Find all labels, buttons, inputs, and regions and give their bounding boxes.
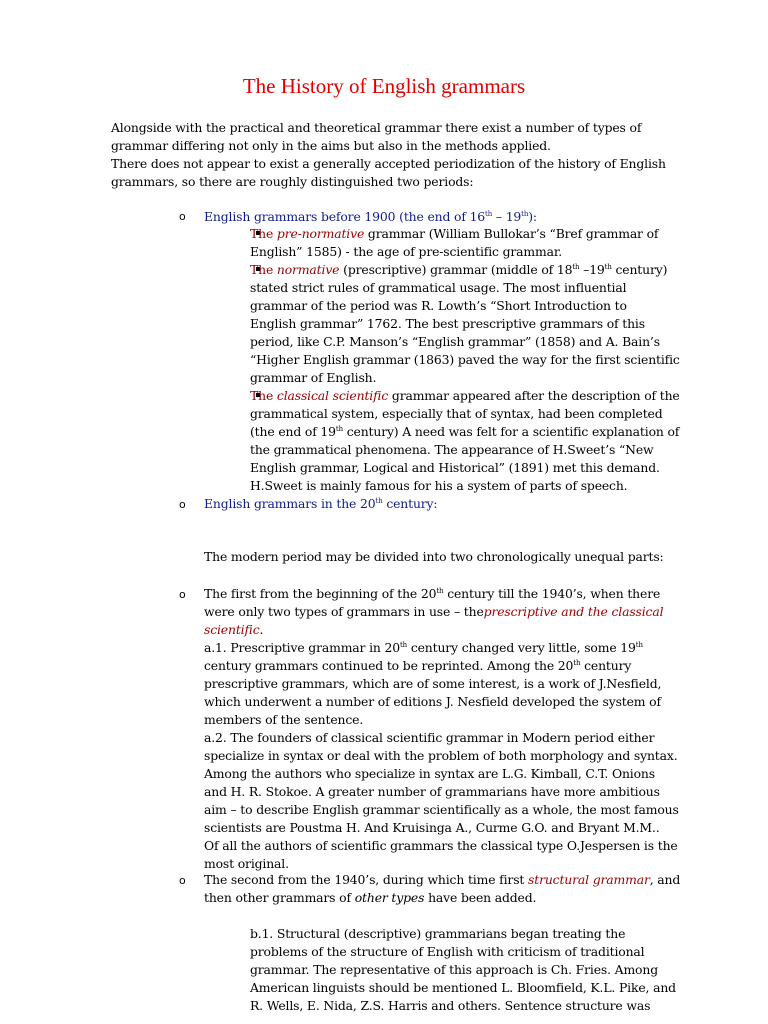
list-item-line: stated strict rules of grammatical usage. The most influential: [250, 280, 627, 295]
list-item-line: English grammar, Logical and Historical” (1891) met this demand.: [250, 460, 660, 475]
list-item-line: The normative (prescriptive) grammar (middle of 18th –19th century): [250, 262, 668, 277]
modern-period-intro: The modern period may be divided into two chronologically unequal parts:: [204, 549, 664, 564]
page-title: The History of English grammars: [242, 74, 526, 98]
b1-line: American linguists should be mentioned L. Bloomfield, K.L. Pike, and: [250, 980, 676, 995]
b1-line: b.1. Structural (descriptive) grammarians began treating the: [250, 926, 626, 941]
list-item-line: English grammar” 1762. The best prescriptive grammars of this: [250, 316, 645, 331]
part1-line: specialize in syntax or deal with the problem of both morphology and syntax.: [204, 748, 678, 763]
part1-line: prescriptive grammars, which are of some interest, is a work of J.Nesfield,: [204, 676, 662, 691]
part1-line: scientific.: [204, 622, 264, 637]
list-item-line: grammar of the period was R. Lowth’s “Short Introduction to: [250, 298, 627, 313]
list-item-line: the grammatical phenomena. The appearance of H.Sweet’s “New: [250, 442, 654, 457]
list-item-line: English” 1585) - the age of pre-scientific grammar.: [250, 244, 563, 259]
part1-line: members of the sentence.: [204, 712, 364, 727]
part1-line: century grammars continued to be reprinted. Among the 20th century: [204, 658, 632, 673]
part1-line: and H. R. Stokoe. A greater number of grammarians have more ambitious: [204, 784, 660, 799]
list-item-line: H.Sweet is mainly famous for his a system of parts of speech.: [250, 478, 628, 493]
part1-line: Of all the authors of scientific grammars the classical type O.Jespersen is the: [204, 838, 678, 853]
list-item-line: The pre-normative grammar (William Bullokar’s “Bref grammar of: [250, 226, 659, 241]
intro-line: There does not appear to exist a generally accepted periodization of the history of English: [111, 156, 666, 171]
list-item-line: grammar of English.: [250, 370, 377, 385]
part1-line: Among the authors who specialize in syntax are L.G. Kimball, C.T. Onions: [204, 766, 655, 781]
period1-heading: English grammars before 1900 (the end of 16th – 19th):: [204, 209, 537, 224]
list-item-line: grammatical system, especially that of syntax, had been completed: [250, 406, 663, 421]
part1-line: The first from the beginning of the 20th century till the 1940’s, when there: [204, 586, 661, 601]
part1-line: aim – to describe English grammar scientifically as a whole, the most famous: [204, 802, 679, 817]
circle-bullet-icon: o: [179, 498, 186, 511]
part1-line: most original.: [204, 856, 289, 871]
part2-line: The second from the 1940’s, during which time first structural grammar, and: [204, 872, 681, 887]
intro-line: grammars, so there are roughly distinguished two periods:: [111, 174, 474, 189]
intro-line: Alongside with the practical and theoretical grammar there exist a number of types of: [111, 120, 642, 135]
list-item-line: “Higher English grammar (1863) paved the way for the first scientific: [250, 352, 680, 367]
part1-line: a.1. Prescriptive grammar in 20th century changed very little, some 19th: [204, 640, 643, 655]
part1-line: scientists are Poustma H. And Kruisinga A., Curme G.O. and Bryant M.M..: [204, 820, 660, 835]
circle-bullet-icon: o: [179, 210, 186, 223]
circle-bullet-icon: o: [179, 874, 186, 887]
period2-heading: English grammars in the 20th century:: [204, 496, 438, 511]
list-item-line: The classical scientific grammar appeared after the description of the: [250, 388, 680, 403]
b1-line: R. Wells, E. Nida, Z.S. Harris and others. Sentence structure was: [250, 998, 651, 1013]
part1-line: were only two types of grammars in use – theprescriptive and the classical: [204, 604, 664, 619]
list-item-line: (the end of 19th century) A need was felt for a scientific explanation of: [250, 424, 680, 439]
list-item-line: period, like C.P. Manson’s “English grammar” (1858) and A. Bain’s: [250, 334, 660, 349]
intro-line: grammar differing not only in the aims but also in the methods applied.: [111, 138, 551, 153]
part1-line: which underwent a number of editions J. Nesfield developed the system of: [204, 694, 661, 709]
part1-line: a.2. The founders of classical scientific grammar in Modern period either: [204, 730, 655, 745]
b1-line: grammar. The representative of this approach is Ch. Fries. Among: [250, 962, 658, 977]
b1-line: problems of the structure of English with criticism of traditional: [250, 944, 645, 959]
circle-bullet-icon: o: [179, 588, 186, 601]
part2-line: then other grammars of other types have been added.: [204, 890, 537, 905]
